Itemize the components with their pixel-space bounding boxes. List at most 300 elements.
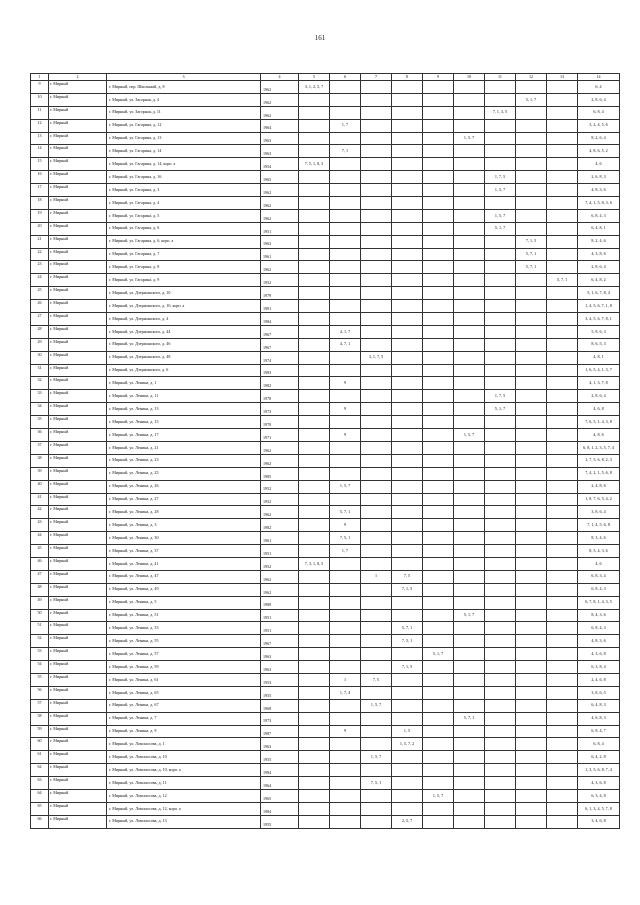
period-col-9: [423, 480, 454, 493]
build-year: 1963: [261, 661, 299, 674]
period-col-12: [516, 596, 547, 609]
table-row: [31, 738, 620, 751]
table-row: [31, 622, 620, 635]
period-col-6: 1, 7: [330, 119, 361, 132]
row-number: 49: [31, 596, 49, 609]
period-col-9: [423, 493, 454, 506]
period-col-13: [547, 789, 578, 802]
period-col-9: [423, 519, 454, 532]
period-col-8: [392, 751, 423, 764]
period-col-9: [423, 673, 454, 686]
address: г. Мирный, ул. Гагарина, д. 8: [107, 261, 261, 274]
period-col-7: [361, 429, 392, 442]
settlement: г. Мирный: [49, 274, 107, 287]
period-col-6: [330, 93, 361, 106]
table-row: [31, 635, 620, 648]
table-row: [31, 93, 620, 106]
row-number: 33: [31, 390, 49, 403]
period-col-12: [516, 480, 547, 493]
period-col-10: 5, 7, 1: [454, 712, 485, 725]
period-col-5: [299, 583, 330, 596]
period-col-11: [485, 467, 516, 480]
period-col-6: [330, 648, 361, 661]
period-col-6: [330, 622, 361, 635]
settlement: г. Мирный: [49, 609, 107, 622]
table-row: [31, 261, 620, 274]
row-number: 29: [31, 338, 49, 351]
period-col-9: [423, 777, 454, 790]
period-col-14: 8, 3, 4, 6: [578, 532, 620, 545]
period-col-10: 1, 5, 7: [454, 429, 485, 442]
period-col-5: [299, 712, 330, 725]
period-col-13: [547, 441, 578, 454]
period-col-12: [516, 441, 547, 454]
period-col-8: [392, 313, 423, 326]
period-col-13: [547, 815, 578, 828]
address: г. Мирный, ул. Ленина, д. 53: [107, 622, 261, 635]
period-col-14: 4, 3, 6, 8: [578, 648, 620, 661]
period-col-10: [454, 661, 485, 674]
period-col-14: 6, 4: [578, 81, 620, 94]
period-col-6: 9: [330, 403, 361, 416]
table-row: [31, 171, 620, 184]
period-col-7: [361, 815, 392, 828]
period-col-5: [299, 93, 330, 106]
row-number: 62: [31, 764, 49, 777]
period-col-14: 6, 8, 4, 3: [578, 622, 620, 635]
period-col-6: [330, 441, 361, 454]
column-number: 13: [547, 74, 578, 81]
row-number: 40: [31, 480, 49, 493]
period-col-6: [330, 209, 361, 222]
period-col-13: [547, 532, 578, 545]
period-col-8: [392, 364, 423, 377]
period-col-8: [392, 493, 423, 506]
table-row: [31, 197, 620, 210]
period-col-7: [361, 493, 392, 506]
period-col-11: [485, 300, 516, 313]
period-col-13: [547, 725, 578, 738]
period-col-13: [547, 699, 578, 712]
period-col-5: [299, 648, 330, 661]
address: г. Мирный, ул. Ленина, д. 30: [107, 532, 261, 545]
period-col-9: [423, 545, 454, 558]
period-col-8: [392, 300, 423, 313]
build-year: 1962: [261, 106, 299, 119]
address: г. Мирный, ул. Ленина, д. 47: [107, 570, 261, 583]
period-col-11: 1, 5, 7: [485, 184, 516, 197]
period-col-7: [361, 390, 392, 403]
settlement: г. Мирный: [49, 661, 107, 674]
period-col-8: [392, 248, 423, 261]
period-col-10: [454, 467, 485, 480]
period-col-10: [454, 261, 485, 274]
period-col-10: [454, 699, 485, 712]
period-col-7: [361, 377, 392, 390]
column-number: 6: [330, 74, 361, 81]
period-col-6: [330, 313, 361, 326]
build-year: 1965: [261, 171, 299, 184]
address: г. Мирный, ул. Гагарина, д. 7: [107, 248, 261, 261]
period-col-12: [516, 351, 547, 364]
period-col-11: [485, 235, 516, 248]
address: г. Мирный, ул. Ломоносова, д. 1: [107, 738, 261, 751]
period-col-6: [330, 235, 361, 248]
row-number: 16: [31, 171, 49, 184]
period-col-12: [516, 725, 547, 738]
period-col-11: 1, 7, 5: [485, 171, 516, 184]
period-col-7: [361, 557, 392, 570]
settlement: г. Мирный: [49, 158, 107, 171]
period-col-11: [485, 119, 516, 132]
period-col-7: 7, 5, 1: [361, 777, 392, 790]
period-col-7: [361, 519, 392, 532]
period-col-11: [485, 480, 516, 493]
address: г. Мирный, ул. Гагарина, д. 5: [107, 209, 261, 222]
period-col-5: [299, 364, 330, 377]
period-col-6: [330, 197, 361, 210]
build-year: 1952: [261, 480, 299, 493]
period-col-9: [423, 764, 454, 777]
row-number: 54: [31, 661, 49, 674]
table-row: [31, 441, 620, 454]
row-number: 25: [31, 287, 49, 300]
period-col-7: 1, 5, 7: [361, 751, 392, 764]
period-col-5: 7, 3, 1, 8, 5: [299, 557, 330, 570]
period-col-12: [516, 325, 547, 338]
period-col-13: [547, 364, 578, 377]
period-col-12: [516, 738, 547, 751]
period-col-12: [516, 648, 547, 661]
period-col-7: [361, 106, 392, 119]
table-row: [31, 145, 620, 158]
address: г. Мирный, ул. Загорная, д. 11: [107, 106, 261, 119]
period-col-14: 6, 4, 8, 1: [578, 222, 620, 235]
period-col-5: [299, 261, 330, 274]
period-col-13: [547, 622, 578, 635]
period-col-14: 3, 8, 6, 5: [578, 686, 620, 699]
period-col-8: [392, 454, 423, 467]
table-row: [31, 454, 620, 467]
period-col-6: [330, 583, 361, 596]
period-col-7: [361, 287, 392, 300]
address: г. Мирный, ул. Дзержинского, д. 46: [107, 338, 261, 351]
row-number: 32: [31, 377, 49, 390]
period-col-13: [547, 480, 578, 493]
period-col-14: 8, 5, 4, 3, 6: [578, 545, 620, 558]
period-col-11: [485, 158, 516, 171]
period-col-6: [330, 789, 361, 802]
table-row: [31, 81, 620, 94]
table-row: [31, 377, 620, 390]
period-col-7: [361, 596, 392, 609]
period-col-9: [423, 313, 454, 326]
build-year: 1961: [261, 248, 299, 261]
row-number: 60: [31, 738, 49, 751]
build-year: 1967: [261, 338, 299, 351]
period-col-14: 7, 6, 5, 1, 4, 3, 8: [578, 416, 620, 429]
period-col-9: [423, 338, 454, 351]
period-col-11: [485, 313, 516, 326]
period-col-10: [454, 454, 485, 467]
period-col-10: [454, 300, 485, 313]
period-col-11: [485, 81, 516, 94]
settlement: г. Мирный: [49, 338, 107, 351]
period-col-7: [361, 325, 392, 338]
table-row: [31, 686, 620, 699]
table-row: [31, 712, 620, 725]
settlement: г. Мирный: [49, 622, 107, 635]
period-col-10: [454, 441, 485, 454]
table-row: [31, 648, 620, 661]
table-row: [31, 390, 620, 403]
period-col-9: [423, 364, 454, 377]
period-col-12: [516, 171, 547, 184]
period-col-5: [299, 570, 330, 583]
table-row: [31, 364, 620, 377]
build-year: 1973: [261, 712, 299, 725]
row-number: 12: [31, 119, 49, 132]
row-number: 39: [31, 467, 49, 480]
address: г. Мирный, ул. Ленина, д. 28: [107, 506, 261, 519]
table-row: [31, 313, 620, 326]
period-col-14: 6, 8, 3, 4: [578, 570, 620, 583]
build-year: 1984: [261, 802, 299, 815]
period-col-14: 8, 2, 4, 6: [578, 235, 620, 248]
period-col-6: [330, 158, 361, 171]
period-col-12: [516, 300, 547, 313]
period-col-6: [330, 802, 361, 815]
settlement: г. Мирный: [49, 673, 107, 686]
row-number: 13: [31, 132, 49, 145]
build-year: 1980: [261, 596, 299, 609]
period-col-7: [361, 802, 392, 815]
period-col-9: [423, 93, 454, 106]
period-col-12: [516, 287, 547, 300]
period-col-5: [299, 106, 330, 119]
period-col-5: [299, 132, 330, 145]
period-col-13: [547, 351, 578, 364]
period-col-6: [330, 261, 361, 274]
period-col-5: [299, 635, 330, 648]
period-col-5: [299, 777, 330, 790]
period-col-10: [454, 171, 485, 184]
period-col-8: [392, 377, 423, 390]
period-col-11: [485, 545, 516, 558]
period-col-11: [485, 248, 516, 261]
table-row: [31, 815, 620, 828]
period-col-9: [423, 686, 454, 699]
settlement: г. Мирный: [49, 171, 107, 184]
period-col-12: [516, 699, 547, 712]
period-col-7: [361, 764, 392, 777]
build-year: 1953: [261, 673, 299, 686]
period-col-11: [485, 454, 516, 467]
period-col-14: 4, 6, 8: [578, 403, 620, 416]
address: г. Мирный, ул. Дзержинского, д. 44: [107, 325, 261, 338]
settlement: г. Мирный: [49, 815, 107, 828]
period-col-6: [330, 222, 361, 235]
period-col-14: 6, 8, 4, 3: [578, 583, 620, 596]
period-col-11: 5, 1, 7: [485, 403, 516, 416]
period-col-5: [299, 725, 330, 738]
address: г. Мирный, ул. Ленина, д. 61: [107, 673, 261, 686]
period-col-14: 2, 8, 6, 4: [578, 261, 620, 274]
period-col-5: [299, 235, 330, 248]
period-col-13: [547, 545, 578, 558]
period-col-14: 6, 3, 4, 8: [578, 789, 620, 802]
period-col-9: [423, 390, 454, 403]
settlement: г. Мирный: [49, 764, 107, 777]
period-col-12: [516, 467, 547, 480]
period-col-12: [516, 364, 547, 377]
row-number: 48: [31, 583, 49, 596]
address: г. Мирный, ул. Ленина, д. 51: [107, 609, 261, 622]
period-col-5: [299, 209, 330, 222]
period-col-6: 9: [330, 519, 361, 532]
period-col-11: [485, 145, 516, 158]
period-col-12: [516, 119, 547, 132]
period-col-14: 2, 4, 8, 6: [578, 480, 620, 493]
table-row: [31, 416, 620, 429]
period-col-6: 1, 5, 7: [330, 480, 361, 493]
period-col-9: [423, 699, 454, 712]
period-col-12: [516, 635, 547, 648]
period-col-7: [361, 725, 392, 738]
address: г. Мирный, ул. Ленина, д. 57: [107, 648, 261, 661]
period-col-7: [361, 532, 392, 545]
period-col-10: [454, 325, 485, 338]
build-year: 1962: [261, 506, 299, 519]
period-col-11: 5, 1, 7: [485, 222, 516, 235]
address: г. Мирный, ул. Ленина, д. 37: [107, 545, 261, 558]
settlement: г. Мирный: [49, 81, 107, 94]
build-year: 1984: [261, 313, 299, 326]
period-col-13: [547, 635, 578, 648]
period-col-7: [361, 622, 392, 635]
settlement: г. Мирный: [49, 145, 107, 158]
build-year: 1985: [261, 467, 299, 480]
period-col-12: [516, 777, 547, 790]
period-col-14: 6, 8, 4, 7: [578, 725, 620, 738]
period-col-6: 1, 7, 4: [330, 686, 361, 699]
period-col-9: [423, 609, 454, 622]
period-col-7: [361, 635, 392, 648]
column-number: 9: [423, 74, 454, 81]
period-col-10: [454, 106, 485, 119]
period-col-9: [423, 570, 454, 583]
period-col-11: [485, 802, 516, 815]
period-col-10: 5, 1, 7: [454, 609, 485, 622]
period-col-8: [392, 106, 423, 119]
row-number: 22: [31, 248, 49, 261]
period-col-7: [361, 661, 392, 674]
period-col-8: [392, 184, 423, 197]
period-col-12: [516, 158, 547, 171]
period-col-9: [423, 454, 454, 467]
period-col-7: [361, 197, 392, 210]
period-col-5: [299, 686, 330, 699]
address: г. Мирный, ул. Гагарина, д. 16: [107, 171, 261, 184]
period-col-6: [330, 699, 361, 712]
row-number: 66: [31, 815, 49, 828]
settlement: г. Мирный: [49, 596, 107, 609]
period-col-12: 7, 1, 5: [516, 235, 547, 248]
table-body: [31, 81, 620, 829]
period-col-9: [423, 635, 454, 648]
period-col-12: [516, 416, 547, 429]
period-col-5: [299, 506, 330, 519]
period-col-5: 3, 1, 2, 5, 7: [299, 81, 330, 94]
period-col-14: 2, 8, 6, 4: [578, 93, 620, 106]
address: г. Мирный, ул. Ленина, д. 65: [107, 686, 261, 699]
period-col-8: 1, 5: [392, 725, 423, 738]
period-col-10: [454, 519, 485, 532]
address: г. Мирный, ул. Ленина, д. 26: [107, 480, 261, 493]
build-year: 1962: [261, 454, 299, 467]
address: г. Мирный, ул. Ленина, д. 67: [107, 699, 261, 712]
row-number: 20: [31, 222, 49, 235]
period-col-8: [392, 480, 423, 493]
period-col-5: [299, 673, 330, 686]
period-col-9: [423, 261, 454, 274]
row-number: 14: [31, 145, 49, 158]
period-col-14: 6, 4, 8, 2: [578, 274, 620, 287]
address: г. Мирный, ул. Ломоносова, д. 12: [107, 789, 261, 802]
settlement: г. Мирный: [49, 519, 107, 532]
table-row: [31, 506, 620, 519]
period-col-9: [423, 235, 454, 248]
period-col-8: [392, 596, 423, 609]
period-col-7: [361, 545, 392, 558]
build-year: 1955: [261, 751, 299, 764]
period-col-7: [361, 158, 392, 171]
row-number: 23: [31, 261, 49, 274]
row-number: 17: [31, 184, 49, 197]
column-number: 11: [485, 74, 516, 81]
build-year: 1963: [261, 132, 299, 145]
settlement: г. Мирный: [49, 583, 107, 596]
period-col-12: [516, 222, 547, 235]
settlement: г. Мирный: [49, 300, 107, 313]
settlement: г. Мирный: [49, 802, 107, 815]
build-year: 1994: [261, 764, 299, 777]
table-row: [31, 764, 620, 777]
period-col-13: [547, 506, 578, 519]
address: г. Мирный, ул. Гагарина, д. 3: [107, 184, 261, 197]
period-col-5: [299, 145, 330, 158]
period-col-13: [547, 209, 578, 222]
period-col-5: [299, 802, 330, 815]
period-col-9: [423, 557, 454, 570]
period-col-13: [547, 777, 578, 790]
build-year: 1963: [261, 145, 299, 158]
period-col-7: [361, 235, 392, 248]
address: г. Мирный, пер. Школьный, д. 8: [107, 81, 261, 94]
address: г. Мирный, ул. Ломоносова, д. 11: [107, 777, 261, 790]
row-number: 43: [31, 519, 49, 532]
period-col-13: [547, 145, 578, 158]
period-col-6: [330, 661, 361, 674]
period-col-12: [516, 661, 547, 674]
period-col-5: [299, 751, 330, 764]
period-col-10: [454, 480, 485, 493]
row-number: 52: [31, 635, 49, 648]
period-col-7: [361, 467, 392, 480]
period-col-7: [361, 184, 392, 197]
period-col-8: [392, 274, 423, 287]
period-col-12: [516, 81, 547, 94]
